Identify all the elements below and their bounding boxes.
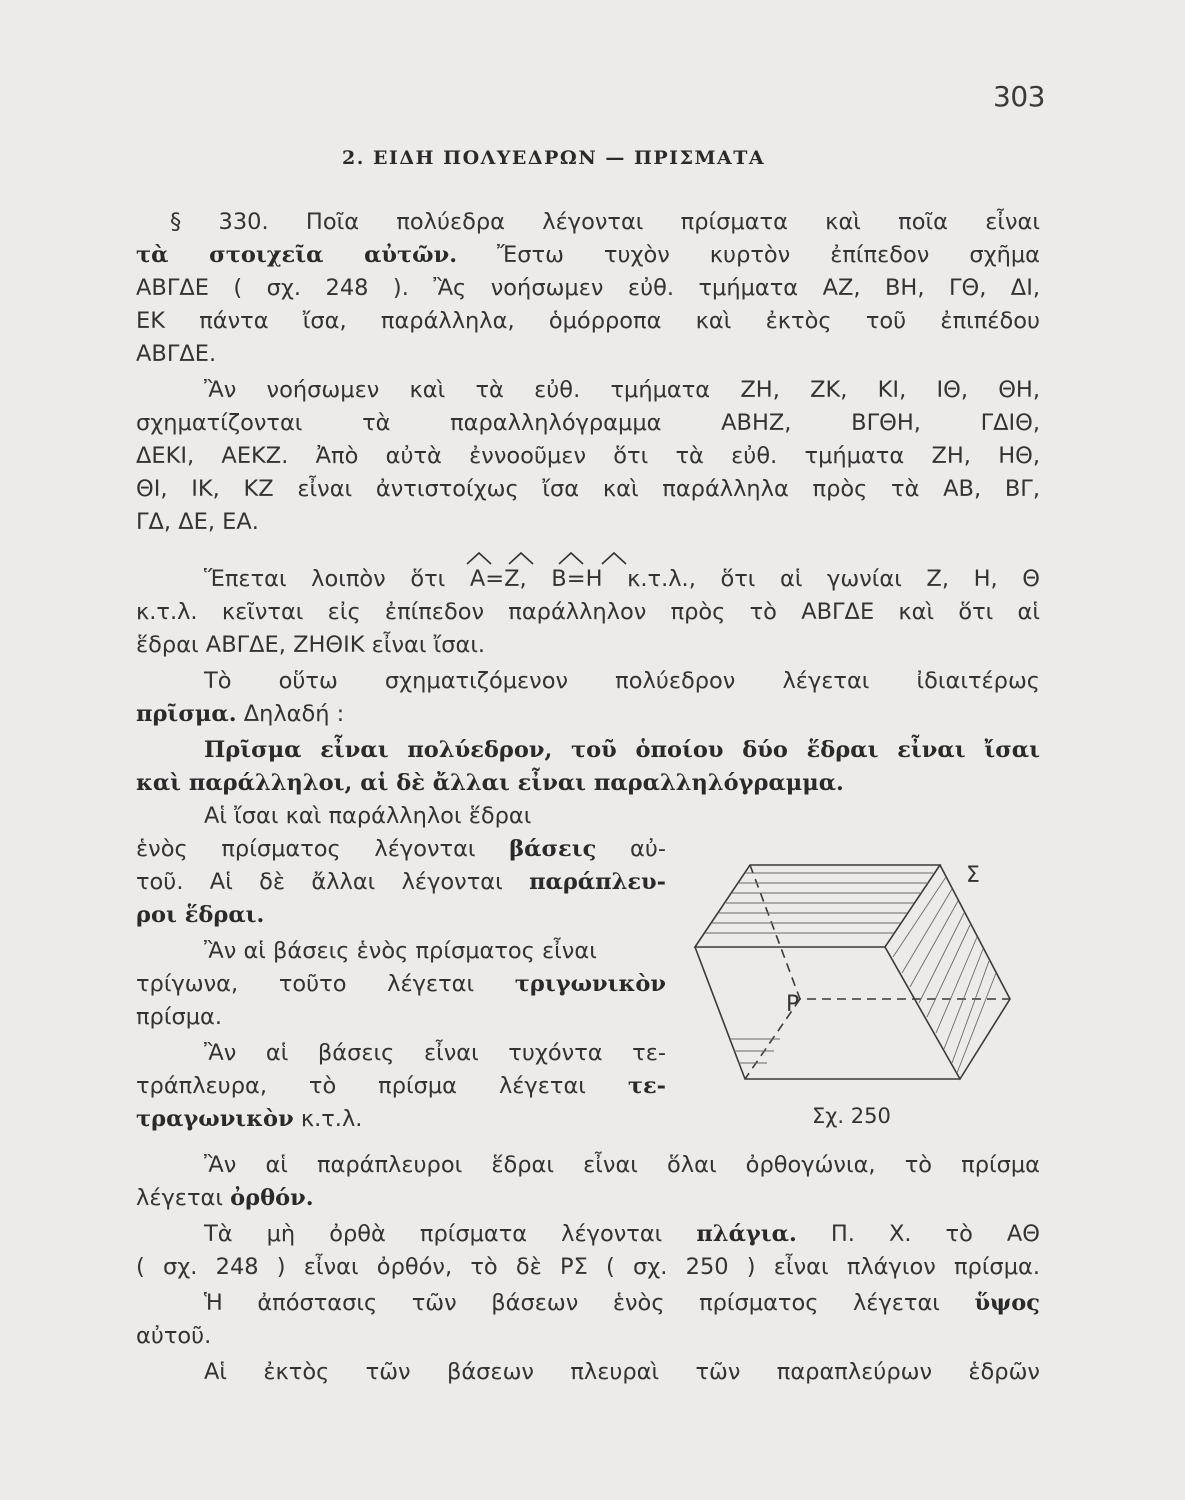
section-heading: 2. ΕΙΔΗ ΠΟΛΥΕΔΡΩΝ — ΠΡΙΣΜΑΤΑ [342,147,766,169]
p330-bold-title: τὰ στοιχεῖα αὐτῶν. [136,242,458,268]
p4-line-1: Τὸ οὕτω σχηματιζόμενον πολύεδρον λέγεται ἰδιαιτέρως [204,668,1040,694]
prism-figure [690,857,1030,1087]
term-triangular: τριγωνικὸν [514,971,666,997]
p2-line-3: ΔΕΚΙ, ΑΕΚΖ. Ἀπὸ αὐτὰ ἐννοοῦμεν ὅτι τὰ εὐθ. τμήματα ΖΗ, ΗΘ, [136,443,1040,469]
p8-line-2 [136,1183,314,1213]
p7-line-3-rest: κ.τ.λ. [300,1106,363,1132]
angle-mark-icon [508,551,534,565]
p330-lead: § 330. Ποῖα πολύεδρα λέγονται πρίσματα καὶ ποῖα εἶναι [170,209,1040,235]
p5-line-2-tail: αὐ- [630,836,666,862]
p9-line-1-lead: Τὰ μὴ ὀρθὰ πρίσματα λέγονται [204,1221,663,1247]
p7-line-2-lead: τράπλευρα, τὸ πρίσμα λέγεται [136,1073,586,1099]
angle-mark-icon [558,551,584,565]
angle-mark-icon [466,551,492,565]
p9-line-1-tail: Π. Χ. τὸ ΑΘ [830,1221,1041,1247]
p4-line-2 [136,699,344,729]
p2-line-4: ΘΙ, ΙΚ, ΚΖ εἶναι ἀντιστοίχως ἴσα καὶ παράλληλα πρὸς τὰ ΑΒ, ΒΓ, [136,476,1040,502]
p6-line-1: Ἂν αἱ βάσεις ἑνὸς πρίσματος εἶναι [204,938,597,964]
term-oblique: πλάγια. [696,1221,797,1247]
page-number: 303 [993,80,1045,113]
p2-line-5: ΓΔ, ΔΕ, ΕΑ. [136,509,259,535]
term-prism: πρῖσμα. [136,701,237,727]
p330-line-2 [136,240,1040,270]
p2-line-1: Ἂν νοήσωμεν καὶ τὰ εὐθ. τμήματα ΖΗ, ΖΚ, ΚΙ, ΙΘ, ΘΗ, [204,377,1040,403]
p5-line-2 [136,834,666,864]
p6-line-3: πρίσμα. [136,1004,223,1030]
p330-line-4: ΕΚ πάντα ἴσα, παράλληλα, ὁμόρροπα καὶ ἐκτὸς τοῦ ἐπιπέδου [136,308,1040,334]
term-right: ὀρθόν. [230,1185,314,1211]
p330-line-3: ΑΒΓΔΕ ( σχ. 248 ). Ἂς νοήσωμεν εὐθ. τμήματα ΑΖ, ΒΗ, ΓΘ, ΔΙ, [136,275,1040,301]
p2-line-2: σχηματίζονται τὰ παραλληλόγραμμα ΑΒΗΖ, ΒΓΘΗ, ΓΔΙΘ, [136,410,1040,436]
p5-line-1: Αἱ ἴσαι καὶ παράλληλοι ἕδραι [204,803,532,829]
figure-caption: Σχ. 250 [812,1104,891,1128]
term-quadrangular: τραγωνικὸν [136,1106,294,1132]
p5-line-2-lead: ἑνὸς πρίσματος λέγονται [136,836,476,862]
p330-line-1 [170,207,1040,237]
p10-line-2: αὐτοῦ. [136,1323,212,1349]
p11-line-1: Αἱ ἐκτὸς τῶν βάσεων πλευραὶ τῶν παραπλεύρων ἑδρῶν [204,1359,1040,1385]
p5-line-3 [136,867,666,897]
p9-line-1 [204,1219,1040,1249]
p7-line-1: Ἂν αἱ βάσεις εἶναι τυχόντα τε- [204,1040,666,1066]
p5-line-3-lead: τοῦ. Αἱ δὲ ἄλλαι λέγονται [136,869,503,895]
p8-line-2-lead: λέγεται [136,1185,223,1211]
definition-line-1: Πρῖσμα εἶναι πολύεδρον, τοῦ ὁποίου δύο ἕδραι εἶναι ἴσαι [204,737,1040,763]
p3-line-1: Ἕπεται λοιπὸν ὅτι Α=Ζ, Β=Η κ.τ.λ., ὅτι αἱ γωνίαι Ζ, Η, Θ [204,566,1040,592]
figure-label-sigma: Σ [966,863,980,888]
term-quad-part: τε- [627,1073,667,1099]
angle-mark-icon [601,551,627,565]
p4-line-2-rest: Δηλαδή : [243,701,345,727]
p6-line-2-lead: τρίγωνα, τοῦτο λέγεται [136,971,475,997]
p9-line-2: ( σχ. 248 ) εἶναι ὀρθόν, τὸ δὲ ΡΣ ( σχ. 250 ) εἶναι πλάγιον πρίσμα. [136,1254,1040,1280]
p330-line-2-rest: Ἔστω τυχὸν κυρτὸν ἐπίπεδον σχῆμα [497,242,1041,268]
definition-line-2: καὶ παράλληλοι, αἱ δὲ ἄλλαι εἶναι παραλληλόγραμμα. [136,770,844,796]
term-lateral: παράπλευ- [529,869,666,895]
term-bases: βάσεις [509,836,597,862]
term-height: ὕψος [974,1290,1040,1316]
p6-line-2 [136,969,666,999]
p5-line-4: ροι ἕδραι. [136,902,265,928]
p3-line-3: ἕδραι ΑΒΓΔΕ, ΖΗΘΙΚ εἶναι ἴσαι. [136,632,486,658]
p10-line-1-lead: Ἡ ἀπόστασις τῶν βάσεων ἑνὸς πρίσματος λέγεται [204,1290,940,1316]
figure-label-rho: Ρ [786,992,800,1017]
p330-line-5: ΑΒΓΔΕ. [136,341,217,367]
p10-line-1 [204,1288,1040,1318]
p7-line-2 [136,1071,666,1101]
p8-line-1: Ἂν αἱ παράπλευροι ἕδραι εἶναι ὅλαι ὀρθογώνια, τὸ πρίσμα [204,1152,1040,1178]
p3-line-2: κ.τ.λ. κεῖνται εἰς ἐπίπεδον παράλληλον πρὸς τὸ ΑΒΓΔΕ καὶ ὅτι αἱ [136,599,1040,625]
p7-line-3 [136,1104,362,1134]
